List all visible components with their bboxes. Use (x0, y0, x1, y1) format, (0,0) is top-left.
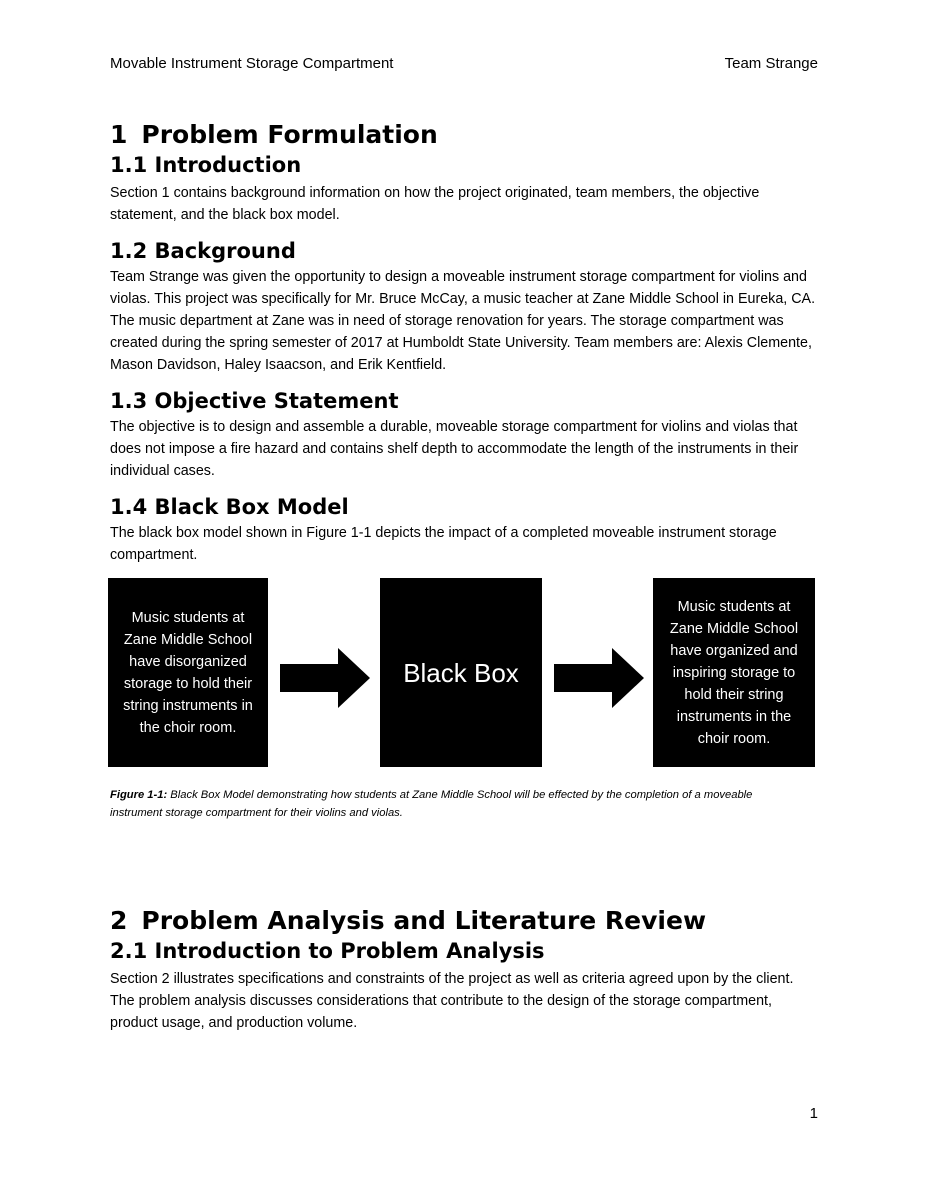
figure-caption-label: Figure 1-1: (110, 789, 168, 801)
black-box-label: Black Box (403, 657, 519, 688)
figure-caption-text: Black Box Model demonstrating how students at Zane Middle School will be effected by the completion of a moveable instrument storage compartment for their violins and violas. (110, 789, 753, 819)
introduction-heading: 1.1 Introduction (110, 153, 302, 177)
header-team-name: Team Strange (724, 55, 818, 72)
section-1-title: Problem Formulation (141, 120, 438, 149)
input-box (108, 578, 268, 767)
section-2-number: 2 (110, 906, 128, 935)
section-2-heading (110, 906, 820, 936)
input-box-text: Music students at Zane Middle School have disorganized storage to hold their string instruments in the choir room. (123, 609, 253, 736)
black-box-diagram (108, 578, 816, 768)
page-content (110, 120, 820, 1034)
right-arrow-icon (554, 648, 644, 708)
objective-text: The objective is to design and assemble a durable, moveable storage compartment for violins and violas that does not impose a fire hazard and contains shelf depth to accommodate the length of the instruments in their individual cases. (110, 419, 799, 479)
background-text: Team Strange was given the opportunity to design a moveable instrument storage compartment for violins and violas. This project was specifically for Mr. Bruce McCay, a music teacher at Zane Middle School in Eureka, CA. The music department at Zane was in need of storage renovation for years. The storage compartment was created during the spring semester of 2017 at Humboldt State University. Team members are: Alexis Clemente, Mason Davidson, Haley Isaacson, and Erik Kentfield. (110, 269, 816, 373)
section-1-heading (110, 120, 820, 150)
black-box (380, 578, 542, 767)
section-1-number: 1 (110, 120, 128, 149)
background-heading: 1.2 Background (110, 239, 296, 263)
problem-analysis-heading: 2.1 Introduction to Problem Analysis (110, 939, 545, 963)
page-number: 1 (809, 1105, 818, 1122)
page-header (110, 55, 818, 72)
problem-analysis-text: Section 2 illustrates specifications and constraints of the project as well as criteria agreed upon by the client. The problem analysis discusses considerations that contribute to the design of the storage compartment, product usage, and production volume. (110, 971, 794, 1031)
header-document-title: Movable Instrument Storage Compartment (110, 55, 394, 72)
objective-heading: 1.3 Objective Statement (110, 389, 399, 413)
black-box-heading: 1.4 Black Box Model (110, 495, 349, 519)
right-arrow-icon (280, 648, 370, 708)
figure-caption (110, 786, 800, 822)
black-box-text: The black box model shown in Figure 1-1 depicts the impact of a completed moveable instrument storage compartment. (110, 525, 777, 563)
section-2-title: Problem Analysis and Literature Review (141, 906, 707, 935)
introduction-text: Section 1 contains background information on how the project originated, team members, the objective statement, and the black box model. (110, 185, 760, 223)
output-box-text: Music students at Zane Middle School have organized and inspiring storage to hold their string instruments in the choir room. (669, 598, 799, 747)
output-box (653, 578, 815, 767)
